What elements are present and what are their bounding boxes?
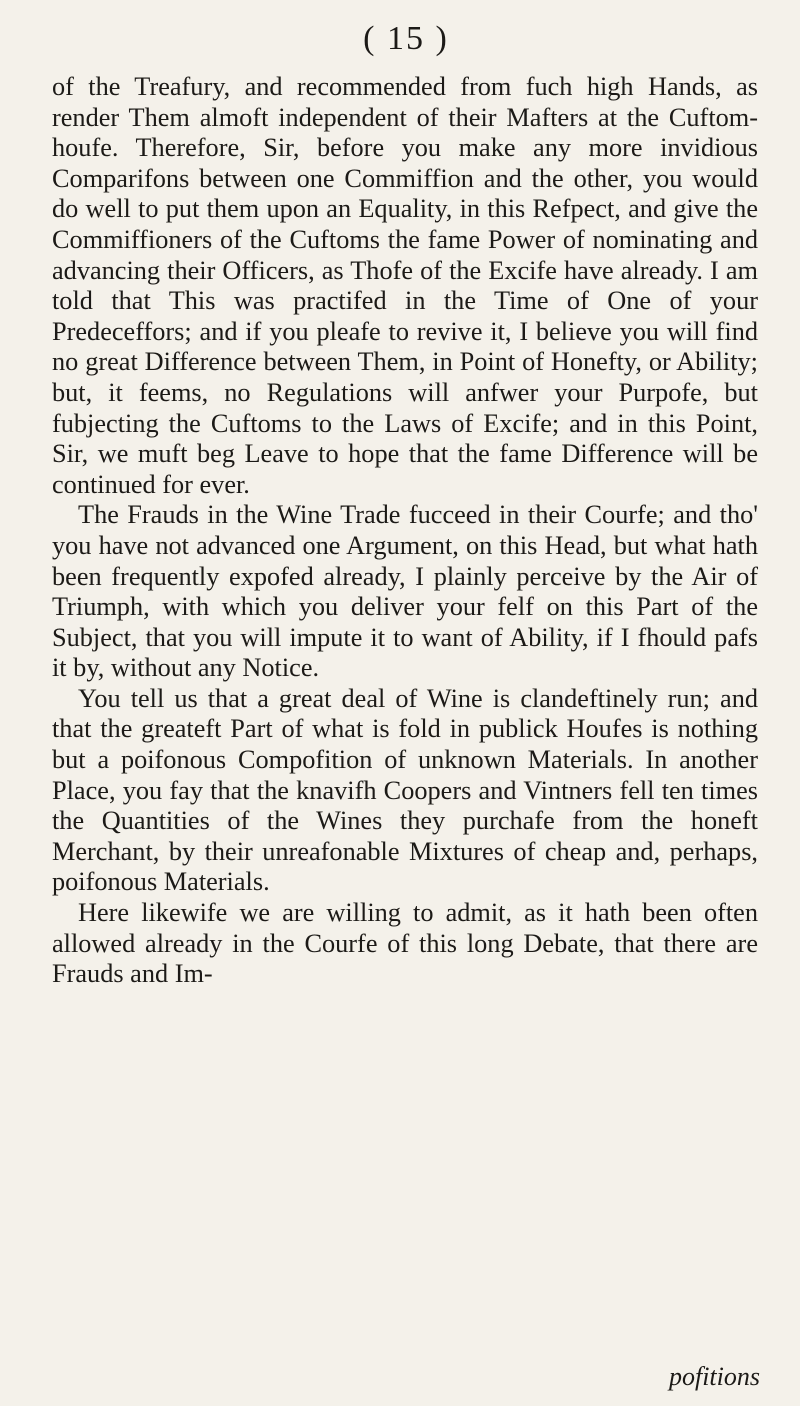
paragraph-treasury: of the Treafury, and recommended from fuch high Hands, as render Them almoft independent of their Mafters at the Cuftom-houfe. Therefore, Sir, before you make any more invidious Comparifons between one Commiffion and the other, you would do well to put them upon an Equality, in this Refpect, and give the Commiffioners of the Cuftoms the fame Power of nominating and advancing their Officers, as Thofe of the Excife have already. I am told that This was practifed in the Time of One of your Predeceffors; and if you pleafe to revive it, I believe you will find no great Difference between Them, in Point of Honefty, or Ability; but, it feems, no Regulations will anfwer your Purpofe, but fubjecting the Cuftoms to the Laws of Excife; and in this Point, Sir, we muft beg Leave to hope that the fame Difference will be continued for ever. [52, 72, 758, 499]
paragraph-clandestine-wine: You tell us that a great deal of Wine is clandeftinely run; and that the greateft Part of what is fold in publick Houfes is nothing but a poifonous Compofition of unknown Materials. In another Place, you fay that the knavifh Coopers and Vintners fell ten times the Quantities of the Wines they purchafe from the honeft Merchant, by their unreafonable Mixtures of cheap and, perhaps, poifonous Materials. [52, 683, 758, 897]
paragraph-frauds: Here likewife we are willing to admit, as it hath been often allowed already in the Courfe of this long Debate, that there are Frauds and Im- [52, 898, 758, 989]
body-text [52, 72, 758, 990]
page-number: ( 15 ) [363, 20, 449, 57]
paragraph-wine-trade: The Frauds in the Wine Trade fucceed in their Courfe; and tho' you have not advanced one Argument, on this Head, but what hath been frequently expofed already, I plainly perceive by the Air of Triumph, with which you deliver your felf on this Part of the Subject, that you will impute it to want of Ability, if I fhould pafs it by, without any Notice. [52, 500, 758, 683]
catchword: pofitions [668, 1362, 760, 1391]
